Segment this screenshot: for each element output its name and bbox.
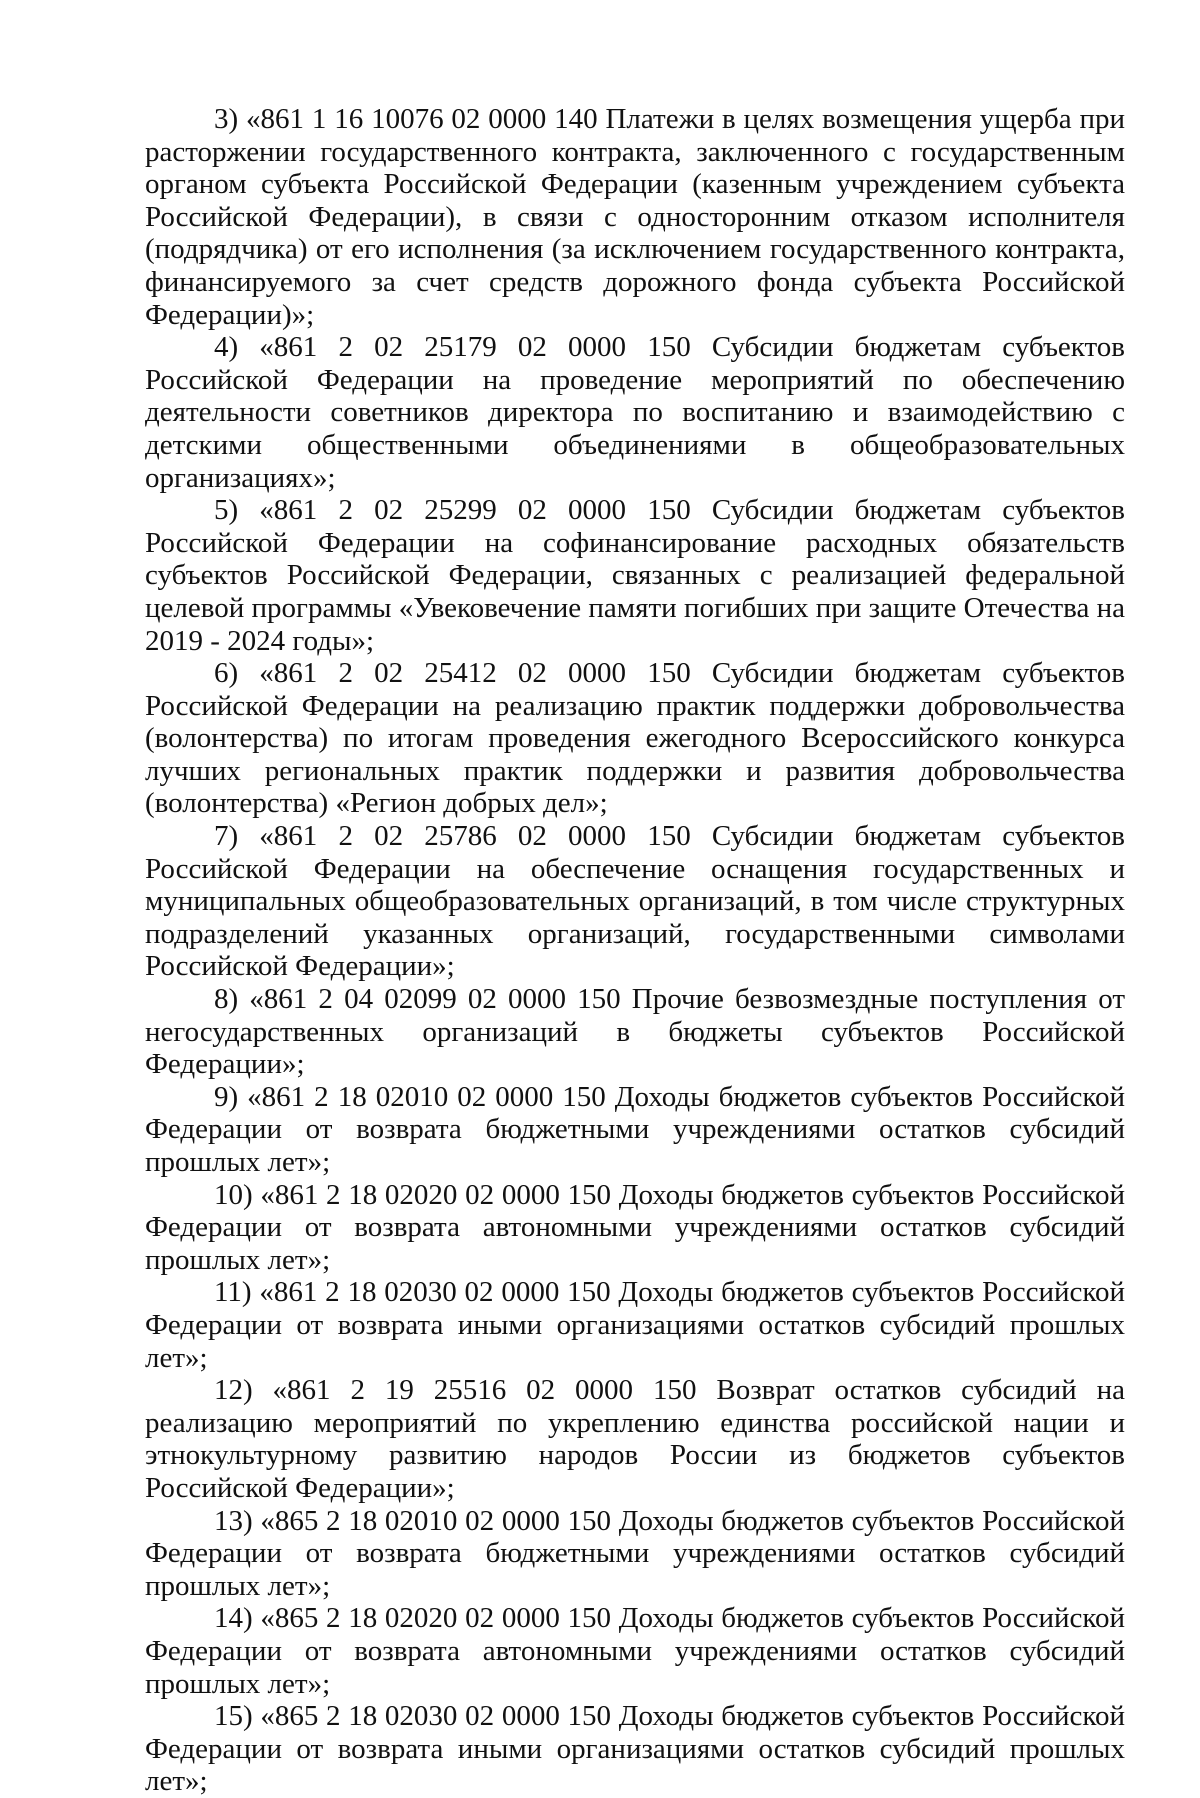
list-item: 12) «861 2 19 25516 02 0000 150 Возврат остатков субсидий на реализацию мероприятий по укреплению единства российской нации и этнокультурному развитию народов России из бюджетов субъектов Российской Федерации»; <box>145 1374 1125 1504</box>
list-item: 4) «861 2 02 25179 02 0000 150 Субсидии бюджетам субъектов Российской Федерации на проведение мероприятий по обеспечению деятельности советников директора по воспитанию и взаимодействию с детскими общественными объединениями в общеобразовательных организациях»; <box>145 331 1125 494</box>
list-item: 13) «865 2 18 02010 02 0000 150 Доходы бюджетов субъектов Российской Федерации от возврата бюджетными учреждениями остатков субсидий прошлых лет»; <box>145 1504 1125 1602</box>
list-item: 3) «861 1 16 10076 02 0000 140 Платежи в целях возмещения ущерба при расторжении государственного контракта, заключенного с государственным органом субъекта Российской Федерации (казенным учреждением субъекта Российской Федерации), в связи с односторонним отказом исполнителя (подрядчика) от его исполнения (за исключением государственного контракта, финансируемого за счет средств дорожного фонда субъекта Российской Федерации)»; <box>145 103 1125 331</box>
list-item: 11) «861 2 18 02030 02 0000 150 Доходы бюджетов субъектов Российской Федерации от возврата иными организациями остатков субсидий прошлых лет»; <box>145 1276 1125 1374</box>
list-item: 6) «861 2 02 25412 02 0000 150 Субсидии бюджетам субъектов Российской Федерации на реализацию практик поддержки добровольчества (волонтерства) по итогам проведения ежегодного Всероссийского конкурса лучших региональных практик поддержки и развития добровольчества (волонтерства) «Регион добрых дел»; <box>145 657 1125 820</box>
list-item: 14) «865 2 18 02020 02 0000 150 Доходы бюджетов субъектов Российской Федерации от возврата автономными учреждениями остатков субсидий прошлых лет»; <box>145 1602 1125 1700</box>
list-item: 9) «861 2 18 02010 02 0000 150 Доходы бюджетов субъектов Российской Федерации от возврата бюджетными учреждениями остатков субсидий прошлых лет»; <box>145 1080 1125 1178</box>
list-item: 7) «861 2 02 25786 02 0000 150 Субсидии бюджетам субъектов Российской Федерации на обеспечение оснащения государственных и муниципальных общеобразовательных организаций, в том числе структурных подразделений указанных организаций, государственными символами Российской Федерации»; <box>145 820 1125 983</box>
list-item: 5) «861 2 02 25299 02 0000 150 Субсидии бюджетам субъектов Российской Федерации на софинансирование расходных обязательств субъектов Российской Федерации, связанных с реализацией федеральной целевой программы «Увековечение памяти погибших при защите Отечества на 2019 - 2024 годы»; <box>145 494 1125 657</box>
list-item: 10) «861 2 18 02020 02 0000 150 Доходы бюджетов субъектов Российской Федерации от возврата автономными учреждениями остатков субсидий прошлых лет»; <box>145 1178 1125 1276</box>
document-page <box>145 103 1125 1798</box>
list-item: 8) «861 2 04 02099 02 0000 150 Прочие безвозмездные поступления от негосударственных организаций в бюджеты субъектов Российской Федерации»; <box>145 983 1125 1081</box>
list-item: 15) «865 2 18 02030 02 0000 150 Доходы бюджетов субъектов Российской Федерации от возврата иными организациями остатков субсидий прошлых лет»; <box>145 1700 1125 1798</box>
